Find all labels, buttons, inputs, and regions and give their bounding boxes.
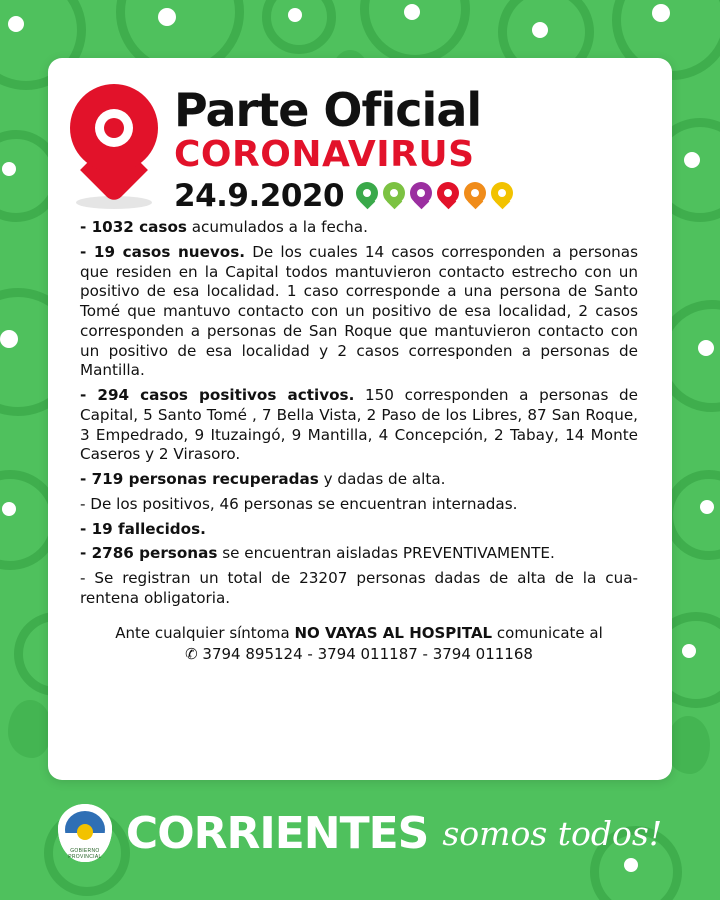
report-date: 24.9.2020 (174, 178, 345, 215)
bg-dot (698, 340, 714, 356)
brand-name: CORRIENTES (125, 807, 429, 859)
mini-map-pin-icon (356, 182, 378, 210)
bg-dot (2, 502, 16, 516)
map-pin-icon (62, 84, 166, 214)
symptom-note (80, 623, 638, 645)
phone-line (80, 645, 638, 665)
brand-tagline: somos todos! (442, 813, 663, 853)
report-card (48, 58, 672, 780)
bg-dot (2, 162, 16, 176)
report-line-lead: - 19 fallecidos. (80, 519, 206, 538)
bg-dot (682, 644, 696, 658)
report-line-text: 150 corresponden a personas de Capital, 5 Santo Tomé , 7 Bella Vista, 2 Paso de los Libres, 87 San Roque, 3 Empedrado, 9 Ituzaingó, 9 Mantilla, 4 Concepción, 2 Tabay, 14 Monte Caseros y 2 Virasoro. (80, 386, 638, 464)
bg-dot (404, 4, 420, 20)
report-line (80, 243, 638, 381)
mini-pin-row (356, 182, 513, 210)
bg-dot (652, 4, 670, 22)
phone-icon: ✆ (185, 645, 198, 664)
bg-dot (700, 500, 714, 514)
report-line-lead: - 19 casos nuevos. (80, 242, 246, 261)
report-line (80, 569, 638, 609)
bg-dot (0, 330, 18, 348)
report-line (80, 218, 638, 238)
bg-ring (664, 470, 720, 560)
report-line-text: acumulados a la fecha. (186, 218, 368, 236)
page-subtitle: CORONAVIRUS (174, 134, 475, 176)
mini-map-pin-icon (491, 182, 513, 210)
symptom-note-suffix: comunicate al (492, 623, 603, 642)
report-line-text: De los cuales 14 casos corresponden a personas que residen en la Capital todos mantuvieron contacto estrecho con un positivo de esa localidad. 1 caso corresponde a una persona de Santo Tomé que mantuvo contacto con un positivo de esa localidad, 2 casos corresponden a personas de San Roque que mantuvieron contacto con un positivo de esa localidad y 2 casos corresponden a personas de Mantilla. (80, 242, 638, 380)
report-line-lead: - 2786 personas (80, 544, 218, 563)
date-row (174, 178, 513, 214)
report-line-text: - De los positivos, 46 personas se encuentran internadas. (80, 494, 518, 513)
symptom-note-strong: NO VAYAS AL HOSPITAL (294, 623, 493, 642)
corrientes-crest-icon (58, 804, 112, 862)
bg-blob (666, 716, 710, 774)
bg-blob (8, 700, 52, 758)
report-line (80, 544, 638, 564)
crest-label: GOBIERNO PROVINCIAL (68, 848, 102, 860)
title-block (174, 83, 513, 215)
report-line (80, 495, 638, 515)
report-body (48, 218, 672, 665)
bg-dot (288, 8, 302, 22)
report-line (80, 470, 638, 490)
card-header (48, 58, 672, 218)
bg-dot (8, 16, 24, 32)
bg-dot (158, 8, 176, 26)
mini-map-pin-icon (437, 182, 459, 210)
bg-dot (684, 152, 700, 168)
report-line (80, 520, 638, 540)
report-line (80, 386, 638, 465)
mini-map-pin-icon (410, 182, 432, 210)
bg-dot (532, 22, 548, 38)
report-line-lead: - 1032 casos (80, 218, 187, 236)
report-line-lead: - 294 casos positivos activos. (80, 386, 355, 404)
map-pin-core (104, 118, 124, 138)
report-line-text: - Se registran un total de 23207 personas dadas de alta de la cua-rentena obligatoria. (80, 569, 638, 607)
brand-bar (0, 804, 720, 862)
bg-ring (262, 0, 336, 54)
report-line-text: y dadas de alta. (318, 470, 446, 488)
mini-map-pin-icon (383, 182, 405, 210)
report-line-lead: - 719 personas recuperadas (80, 470, 319, 488)
phone-numbers: 3794 895124 - 3794 011187 - 3794 011168 (202, 645, 533, 664)
report-line-text: se encuentran aisladas PREVENTIVAMENTE. (217, 544, 555, 563)
mini-map-pin-icon (464, 182, 486, 210)
page-title: Parte Oficial (174, 83, 482, 137)
symptom-note-prefix: Ante cualquier síntoma (115, 623, 295, 642)
